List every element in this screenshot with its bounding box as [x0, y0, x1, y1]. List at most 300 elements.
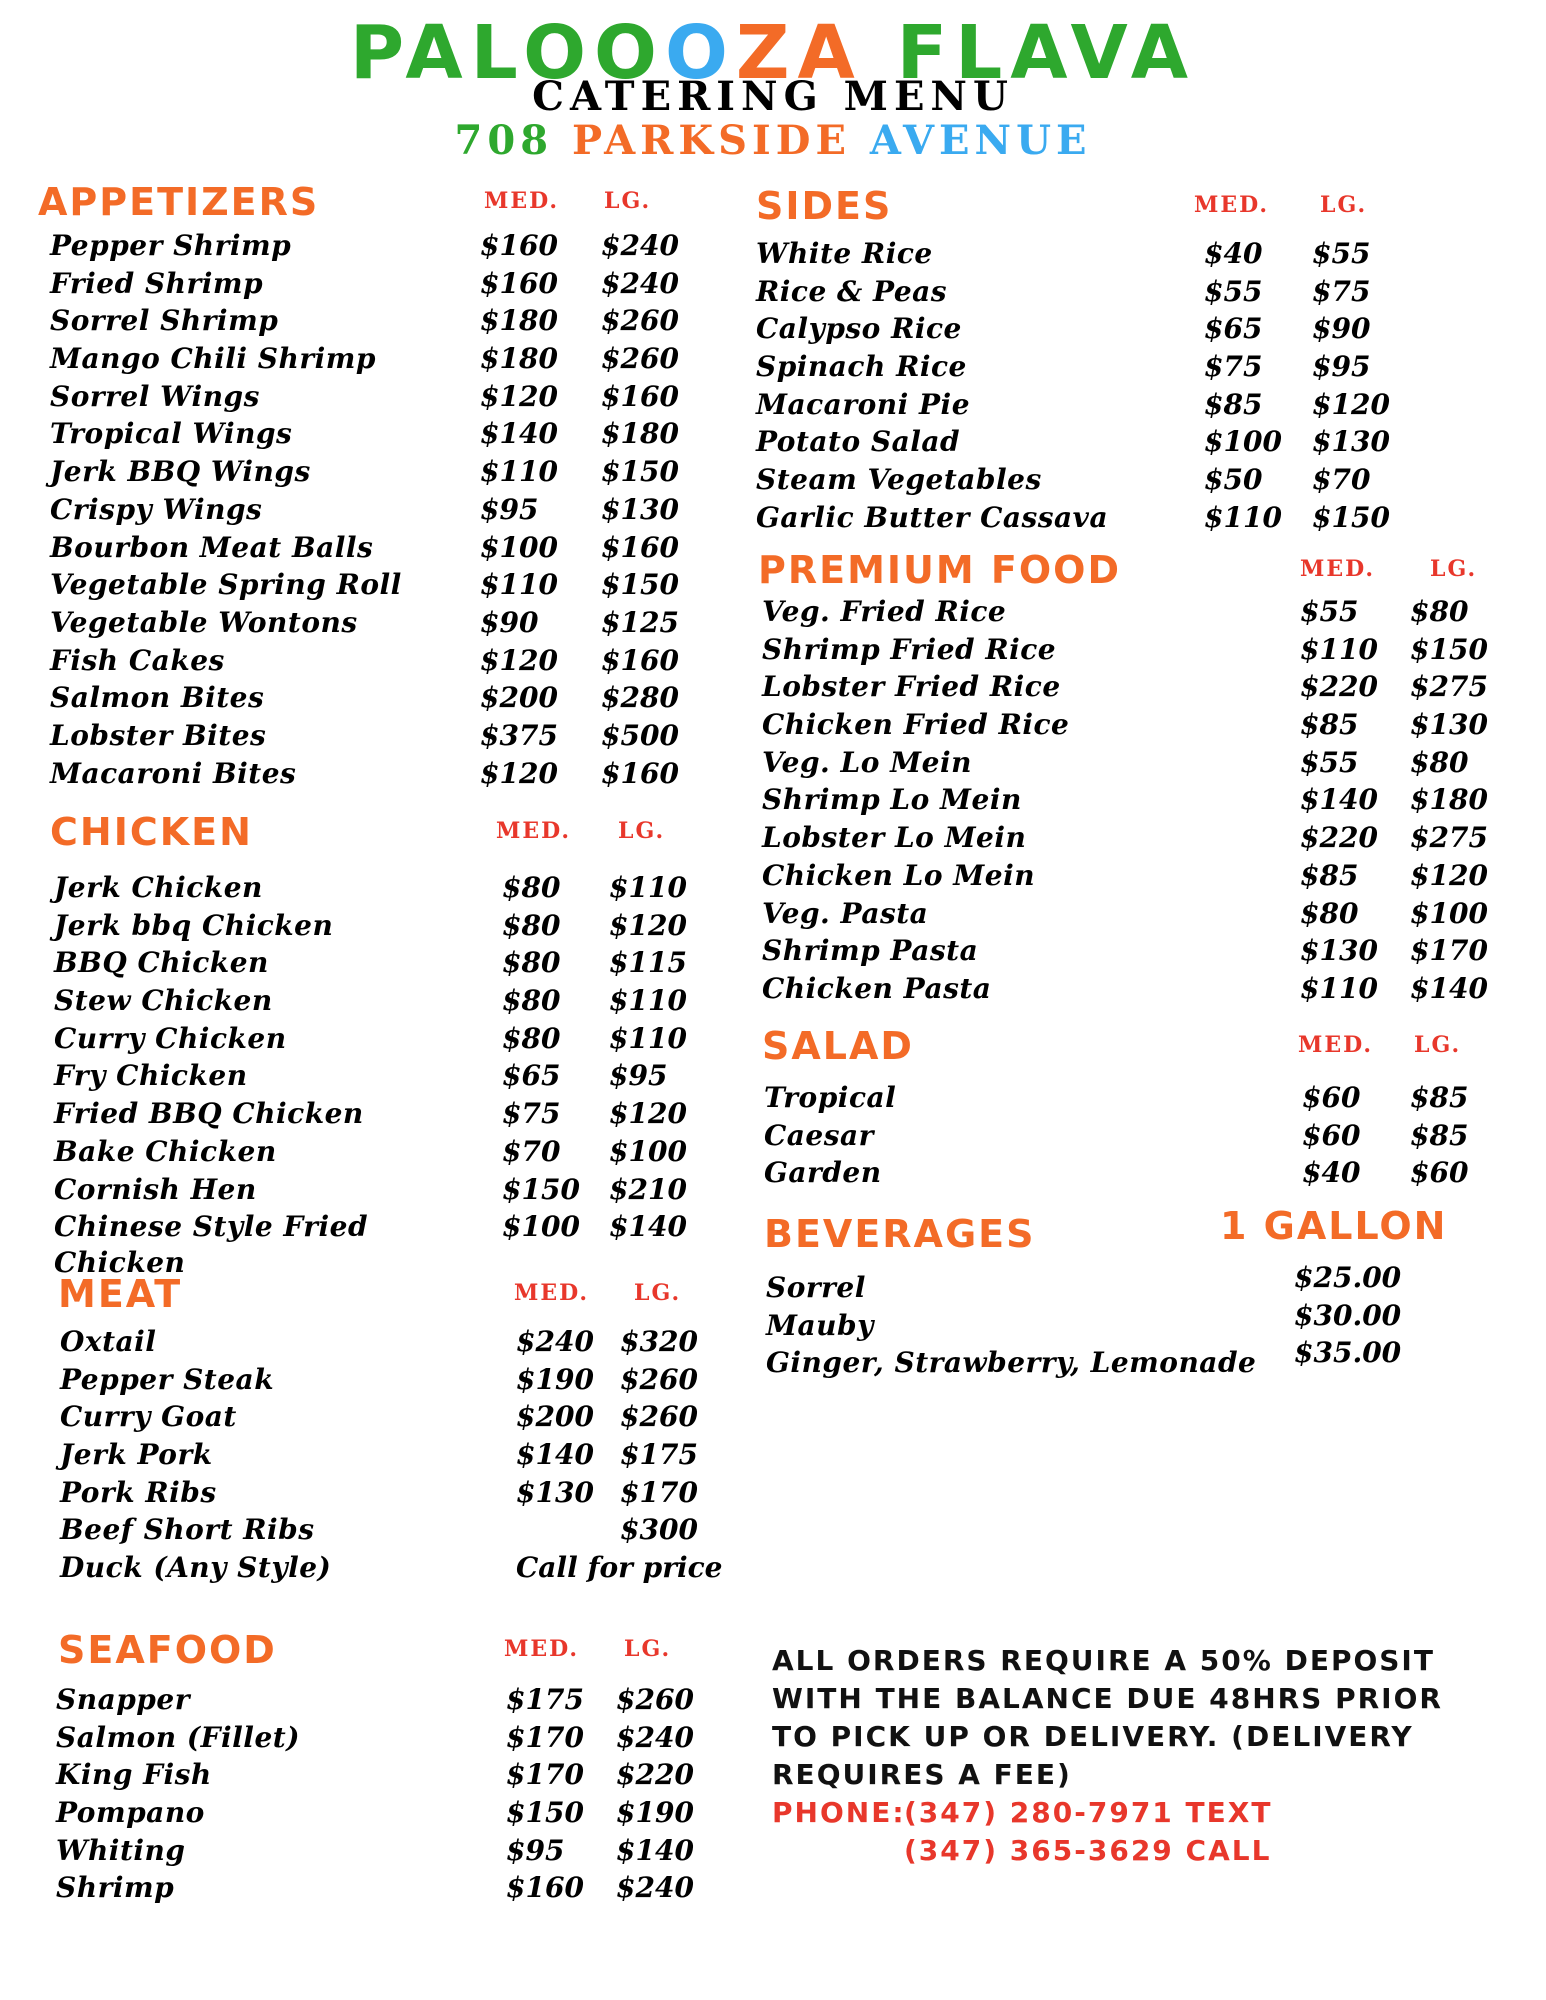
item-name: Shrimp Fried Rice	[762, 632, 1057, 666]
item-name: Jerk BBQ Wings	[50, 455, 311, 489]
menu-address	[0, 116, 1546, 166]
item-list	[54, 870, 690, 1280]
item-name: Rice & Peas	[756, 274, 948, 308]
item-name: Chicken Pasta	[762, 971, 992, 1005]
item-name: Beef Short Ribs	[60, 1513, 315, 1547]
menu-row	[50, 416, 678, 454]
lg-price: $160	[601, 530, 679, 564]
item-name: Caesar	[764, 1118, 874, 1152]
note-line: REQUIRES A FEE)	[772, 1758, 1072, 1791]
med-price: $190	[516, 1362, 594, 1396]
med-header: MED.	[496, 818, 572, 844]
lg-price: $190	[616, 1796, 694, 1830]
menu-row	[60, 1362, 738, 1400]
lg-header: LG.	[604, 188, 652, 214]
med-price: $55	[1300, 595, 1359, 628]
item-list	[762, 594, 1518, 1009]
menu-row	[762, 933, 1518, 971]
item-name: White Rice	[756, 237, 933, 270]
item-name: Salmon (Fillet)	[56, 1720, 300, 1754]
phone-call-number[interactable]: (347) 365-3629 CALL	[904, 1834, 1272, 1867]
med-header: MED.	[504, 1636, 580, 1662]
menu-row	[56, 1870, 698, 1908]
med-price: $110	[1204, 500, 1282, 534]
lg-price: $500	[601, 718, 679, 752]
med-header: MED.	[1298, 1032, 1374, 1058]
menu-row	[762, 896, 1518, 934]
item-name: Spinach Rice	[756, 350, 967, 384]
salad-section	[762, 1024, 1522, 1194]
menu-row	[756, 236, 1496, 274]
med-header: MED.	[1300, 556, 1376, 582]
item-name: Mango Chili Shrimp	[50, 342, 376, 376]
menu-row	[56, 1833, 698, 1871]
med-price: $65	[502, 1059, 561, 1093]
item-name: Stew Chicken	[54, 984, 273, 1018]
menu-row	[56, 1795, 698, 1833]
section-title: PREMIUM FOOD	[758, 548, 1122, 592]
phone-text-number[interactable]: (347) 280-7971 TEXT	[904, 1796, 1273, 1829]
menu-row	[762, 707, 1518, 745]
menu-row	[50, 492, 678, 530]
lg-price: $220	[616, 1758, 694, 1792]
item-name: Vegetable Spring Roll	[50, 568, 402, 602]
gallon-price: $25.00	[1294, 1261, 1402, 1294]
item-name: Garlic Butter Cassava	[756, 500, 1109, 534]
item-name: Garden	[764, 1156, 882, 1190]
med-price: $40	[1204, 237, 1263, 270]
section-title: APPETIZERS	[38, 180, 320, 224]
lg-price: $160	[601, 756, 679, 790]
med-price: $100	[502, 1210, 580, 1244]
lg-price: $95	[609, 1059, 668, 1093]
note-line: TO PICK UP OR DELIVERY. (DELIVERY	[772, 1720, 1414, 1753]
med-price: $95	[480, 492, 539, 526]
med-price: $160	[480, 229, 558, 262]
title-part-4: FLAVA	[896, 10, 1197, 96]
med-price: $95	[506, 1833, 565, 1867]
order-policy-note	[772, 1642, 1512, 1794]
menu-row	[50, 228, 678, 266]
med-price: $140	[1300, 783, 1378, 817]
item-name: Duck (Any Style)	[60, 1551, 332, 1585]
menu-row	[762, 669, 1518, 707]
med-header: MED.	[1194, 192, 1270, 218]
item-name: Lobster Lo Mein	[762, 821, 1027, 855]
med-price: $175	[506, 1683, 584, 1716]
item-name: Mauby	[766, 1308, 874, 1342]
item-name: Ginger, Strawberry, Lemonade	[766, 1346, 1257, 1380]
med-price: $80	[1300, 896, 1359, 930]
med-price: $85	[1300, 708, 1359, 742]
menu-row	[50, 341, 678, 379]
lg-price: $80	[1410, 745, 1469, 779]
item-name: Shrimp Pasta	[762, 934, 979, 968]
menu-row	[766, 1261, 1524, 1308]
med-price: $160	[480, 266, 558, 300]
lg-price: $140	[1410, 971, 1488, 1005]
item-name: Sorrel	[766, 1271, 866, 1304]
med-price: $170	[506, 1720, 584, 1754]
med-price: $220	[1300, 821, 1378, 855]
lg-price: $240	[601, 266, 679, 300]
lg-price: $300	[620, 1513, 698, 1547]
menu-row	[54, 945, 690, 983]
item-list	[60, 1324, 738, 1588]
med-price: Call for price	[516, 1551, 723, 1585]
menu-row	[762, 632, 1518, 670]
lg-price: $100	[1410, 896, 1488, 930]
menu-row	[54, 870, 690, 908]
item-name: Jerk Chicken	[54, 871, 263, 904]
menu-row	[50, 530, 678, 568]
menu-row	[762, 820, 1518, 858]
lg-price: $320	[620, 1325, 698, 1358]
item-list	[756, 236, 1496, 538]
menu-row	[756, 311, 1496, 349]
item-name: Macaroni Bites	[50, 756, 297, 790]
med-price: $140	[480, 417, 558, 451]
lg-price: $240	[601, 229, 679, 262]
item-name: Jerk Pork	[60, 1438, 213, 1472]
lg-price: $95	[1312, 350, 1371, 384]
menu-row	[54, 1058, 690, 1096]
seafood-section	[58, 1628, 698, 1928]
lg-price: $80	[1410, 595, 1469, 628]
med-price: $180	[480, 304, 558, 338]
med-header: MED.	[514, 1280, 590, 1306]
gallon-header: 1 GALLON	[1220, 1204, 1448, 1248]
med-price: $80	[502, 946, 561, 980]
lg-header: LG.	[1430, 556, 1478, 582]
menu-row	[56, 1682, 698, 1720]
item-name: Fish Cakes	[50, 643, 225, 677]
lg-price: $130	[1410, 708, 1488, 742]
lg-price: $180	[1410, 783, 1488, 817]
med-price: $120	[480, 379, 558, 413]
menu-row	[50, 605, 678, 643]
lg-price: $280	[601, 681, 679, 715]
med-price: $55	[1204, 274, 1263, 308]
item-name: Pork Ribs	[60, 1475, 217, 1509]
lg-price: $110	[609, 871, 687, 904]
gallon-price: $35.00	[1294, 1336, 1402, 1370]
med-price: $220	[1300, 670, 1378, 704]
menu-row	[762, 594, 1518, 632]
address-part-2: PARKSIDE	[571, 117, 870, 164]
med-price: $100	[480, 530, 558, 564]
address-part-1: 708	[454, 117, 572, 164]
menu-row	[766, 1336, 1524, 1383]
menu-row	[756, 424, 1496, 462]
lg-price: $140	[616, 1833, 694, 1867]
gallon-price: $30.00	[1294, 1298, 1402, 1332]
lg-header: LG.	[634, 1280, 682, 1306]
menu-row	[764, 1155, 1522, 1193]
section-title: SIDES	[756, 184, 893, 228]
lg-price: $240	[616, 1871, 694, 1905]
med-price: $80	[502, 908, 561, 942]
menu-row	[50, 718, 678, 756]
med-price: $65	[1204, 312, 1263, 346]
med-price: $240	[516, 1325, 594, 1358]
item-name: Veg. Pasta	[762, 896, 929, 930]
note-line: WITH THE BALANCE DUE 48HRS PRIOR	[772, 1682, 1443, 1715]
lg-price: $120	[1410, 858, 1488, 892]
med-price: $85	[1300, 858, 1359, 892]
item-name: Salmon Bites	[50, 681, 265, 715]
item-name: Calypso Rice	[756, 312, 962, 346]
med-price: $150	[506, 1796, 584, 1830]
lg-price: $55	[1312, 237, 1371, 270]
chicken-section	[50, 810, 690, 1280]
menu-row	[60, 1324, 738, 1362]
lg-price: $150	[601, 568, 679, 602]
lg-price: $150	[1312, 500, 1390, 534]
menu-row	[54, 1172, 690, 1210]
menu-row	[756, 462, 1496, 500]
med-price: $75	[502, 1097, 561, 1131]
item-name: Bourbon Meat Balls	[50, 530, 374, 564]
med-price: $100	[1204, 425, 1282, 459]
menu-row	[54, 1209, 690, 1280]
premium-food-section	[758, 548, 1518, 1018]
section-title: BEVERAGES	[764, 1212, 1036, 1256]
med-price: $130	[516, 1475, 594, 1509]
title-part-3: ZA	[735, 10, 897, 96]
item-name: Tropical	[764, 1081, 897, 1114]
item-name: Curry Goat	[60, 1400, 237, 1434]
appetizers-section	[38, 180, 678, 800]
med-price: $110	[1300, 971, 1378, 1005]
med-price: $375	[480, 718, 558, 752]
lg-price: $120	[609, 1097, 687, 1131]
menu-row	[54, 1096, 690, 1134]
lg-price: $240	[616, 1720, 694, 1754]
lg-price: $275	[1410, 821, 1488, 855]
lg-price: $180	[601, 417, 679, 451]
lg-header: LG.	[1414, 1032, 1462, 1058]
med-price: $80	[502, 871, 561, 904]
lg-price: $120	[1312, 387, 1390, 421]
menu-row	[56, 1720, 698, 1758]
item-name: Bake Chicken	[54, 1134, 277, 1168]
section-title: SEAFOOD	[58, 1628, 277, 1672]
lg-price: $85	[1410, 1118, 1469, 1152]
lg-price: $150	[1410, 632, 1488, 666]
med-price: $140	[516, 1438, 594, 1472]
lg-price: $275	[1410, 670, 1488, 704]
lg-price: $125	[601, 605, 679, 639]
med-price: $110	[1300, 632, 1378, 666]
menu-row	[764, 1080, 1522, 1118]
lg-price: $70	[1312, 463, 1371, 497]
lg-price: $75	[1312, 274, 1371, 308]
section-title: MEAT	[58, 1272, 183, 1316]
item-name: Crispy Wings	[50, 492, 263, 526]
item-name: Potato Salad	[756, 425, 961, 459]
lg-price: $170	[620, 1475, 698, 1509]
med-price: $130	[1300, 934, 1378, 968]
med-price: $50	[1204, 463, 1263, 497]
lg-price: $260	[616, 1683, 694, 1716]
item-name: Oxtail	[60, 1325, 157, 1358]
lg-price: $260	[601, 342, 679, 376]
med-price: $180	[480, 342, 558, 376]
lg-price: $175	[620, 1438, 698, 1472]
med-price: $55	[1300, 745, 1359, 779]
item-name: Fried Shrimp	[50, 266, 264, 300]
menu-row	[50, 567, 678, 605]
item-name: Pompano	[56, 1796, 205, 1830]
med-price: $170	[506, 1758, 584, 1792]
item-name: Pepper Shrimp	[50, 229, 292, 262]
item-name: Jerk bbq Chicken	[54, 908, 334, 942]
item-name: BBQ Chicken	[54, 946, 269, 980]
med-price: $200	[480, 681, 558, 715]
med-price: $120	[480, 756, 558, 790]
menu-row	[60, 1399, 738, 1437]
item-name: Veg. Fried Rice	[762, 595, 1007, 628]
item-name: Macaroni Pie	[756, 387, 971, 421]
menu-row	[60, 1475, 738, 1513]
lg-header: LG.	[1320, 192, 1368, 218]
menu-row	[766, 1298, 1524, 1346]
title-part-2: O	[664, 10, 736, 96]
menu-row	[756, 387, 1496, 425]
item-name: Fry Chicken	[54, 1059, 248, 1093]
menu-subtitle: CATERING MENU	[532, 73, 1014, 120]
med-price: $75	[1204, 350, 1263, 384]
item-name: Steam Vegetables	[756, 463, 1042, 497]
item-name: Chinese Style Fried Chicken	[54, 1210, 369, 1280]
lg-price: $130	[1312, 425, 1390, 459]
lg-price: $90	[1312, 312, 1371, 346]
menu-row	[756, 500, 1496, 538]
lg-price: $60	[1410, 1156, 1469, 1190]
med-price: $110	[480, 455, 558, 489]
med-header: MED.	[484, 188, 560, 214]
menu-row	[56, 1757, 698, 1795]
item-name: Pepper Steak	[60, 1362, 275, 1396]
title-part-1: PALOO	[349, 10, 665, 96]
lg-price: $260	[620, 1362, 698, 1396]
lg-price: $260	[601, 304, 679, 338]
menu-row	[50, 756, 678, 794]
lg-price: $85	[1410, 1081, 1469, 1114]
item-name: Lobster Fried Rice	[762, 670, 1061, 704]
menu-row	[54, 1021, 690, 1059]
menu-row	[60, 1437, 738, 1475]
lg-price: $130	[601, 492, 679, 526]
item-name: Shrimp	[56, 1871, 175, 1905]
lg-price: $210	[609, 1172, 687, 1206]
med-price: $160	[506, 1871, 584, 1905]
menu-row	[54, 1134, 690, 1172]
item-list	[50, 228, 678, 793]
menu-row	[50, 643, 678, 681]
lg-price: $115	[609, 946, 687, 980]
item-name: Tropical Wings	[50, 417, 293, 451]
lg-price: $160	[601, 379, 679, 413]
lg-price: $160	[601, 643, 679, 677]
address-part-3: AVENUE	[869, 117, 1092, 164]
med-price: $80	[502, 1021, 561, 1055]
sides-section	[756, 184, 1496, 544]
item-name: Whiting	[56, 1833, 186, 1867]
lg-price: $150	[601, 455, 679, 489]
item-name: Sorrel Wings	[50, 379, 260, 413]
menu-row	[60, 1512, 738, 1550]
lg-price: $100	[609, 1134, 687, 1168]
lg-price: $140	[609, 1210, 687, 1244]
item-name: Vegetable Wontons	[50, 605, 358, 639]
med-price: $120	[480, 643, 558, 677]
med-price: $70	[502, 1134, 561, 1168]
menu-row	[50, 680, 678, 718]
item-name: Chicken Lo Mein	[762, 858, 1036, 892]
item-name: King Fish	[56, 1758, 212, 1792]
menu-row	[762, 745, 1518, 783]
med-price: $60	[1302, 1081, 1361, 1114]
meat-section	[58, 1272, 738, 1602]
med-price: $60	[1302, 1118, 1361, 1152]
med-price: $40	[1302, 1156, 1361, 1190]
menu-row	[54, 983, 690, 1021]
lg-price: $120	[609, 908, 687, 942]
menu-row	[762, 858, 1518, 896]
item-name: Snapper	[56, 1683, 190, 1716]
item-name: Curry Chicken	[54, 1021, 287, 1055]
lg-price: $110	[609, 984, 687, 1018]
med-price: $150	[502, 1172, 580, 1206]
menu-row	[756, 349, 1496, 387]
menu-row	[50, 454, 678, 492]
menu-row	[50, 266, 678, 304]
item-name: Chicken Fried Rice	[762, 708, 1070, 742]
menu-row	[50, 379, 678, 417]
menu-row	[764, 1118, 1522, 1156]
med-price: $90	[480, 605, 539, 639]
menu-row	[756, 274, 1496, 312]
lg-header: LG.	[624, 1636, 672, 1662]
item-list	[766, 1261, 1524, 1383]
med-price: $110	[480, 568, 558, 602]
note-line: ALL ORDERS REQUIRE A 50% DEPOSIT	[772, 1644, 1435, 1677]
lg-price: $170	[1410, 934, 1488, 968]
section-title: SALAD	[762, 1024, 914, 1068]
lg-price: $260	[620, 1400, 698, 1434]
item-name: Cornish Hen	[54, 1172, 257, 1206]
section-title: CHICKEN	[50, 810, 253, 854]
item-name: Fried BBQ Chicken	[54, 1097, 364, 1131]
phone-label: PHONE:	[772, 1796, 906, 1829]
lg-price: $110	[609, 1021, 687, 1055]
menu-row	[60, 1550, 738, 1588]
menu-row	[54, 908, 690, 946]
item-name: Veg. Lo Mein	[762, 745, 972, 779]
menu-row	[762, 782, 1518, 820]
lg-header: LG.	[618, 818, 666, 844]
med-price: $200	[516, 1400, 594, 1434]
item-name: Shrimp Lo Mein	[762, 783, 1022, 817]
menu-row	[762, 971, 1518, 1009]
beverages-section	[764, 1204, 1524, 1392]
med-price: $85	[1204, 387, 1263, 421]
item-name: Sorrel Shrimp	[50, 304, 279, 338]
item-list	[764, 1080, 1522, 1193]
menu-row	[50, 303, 678, 341]
